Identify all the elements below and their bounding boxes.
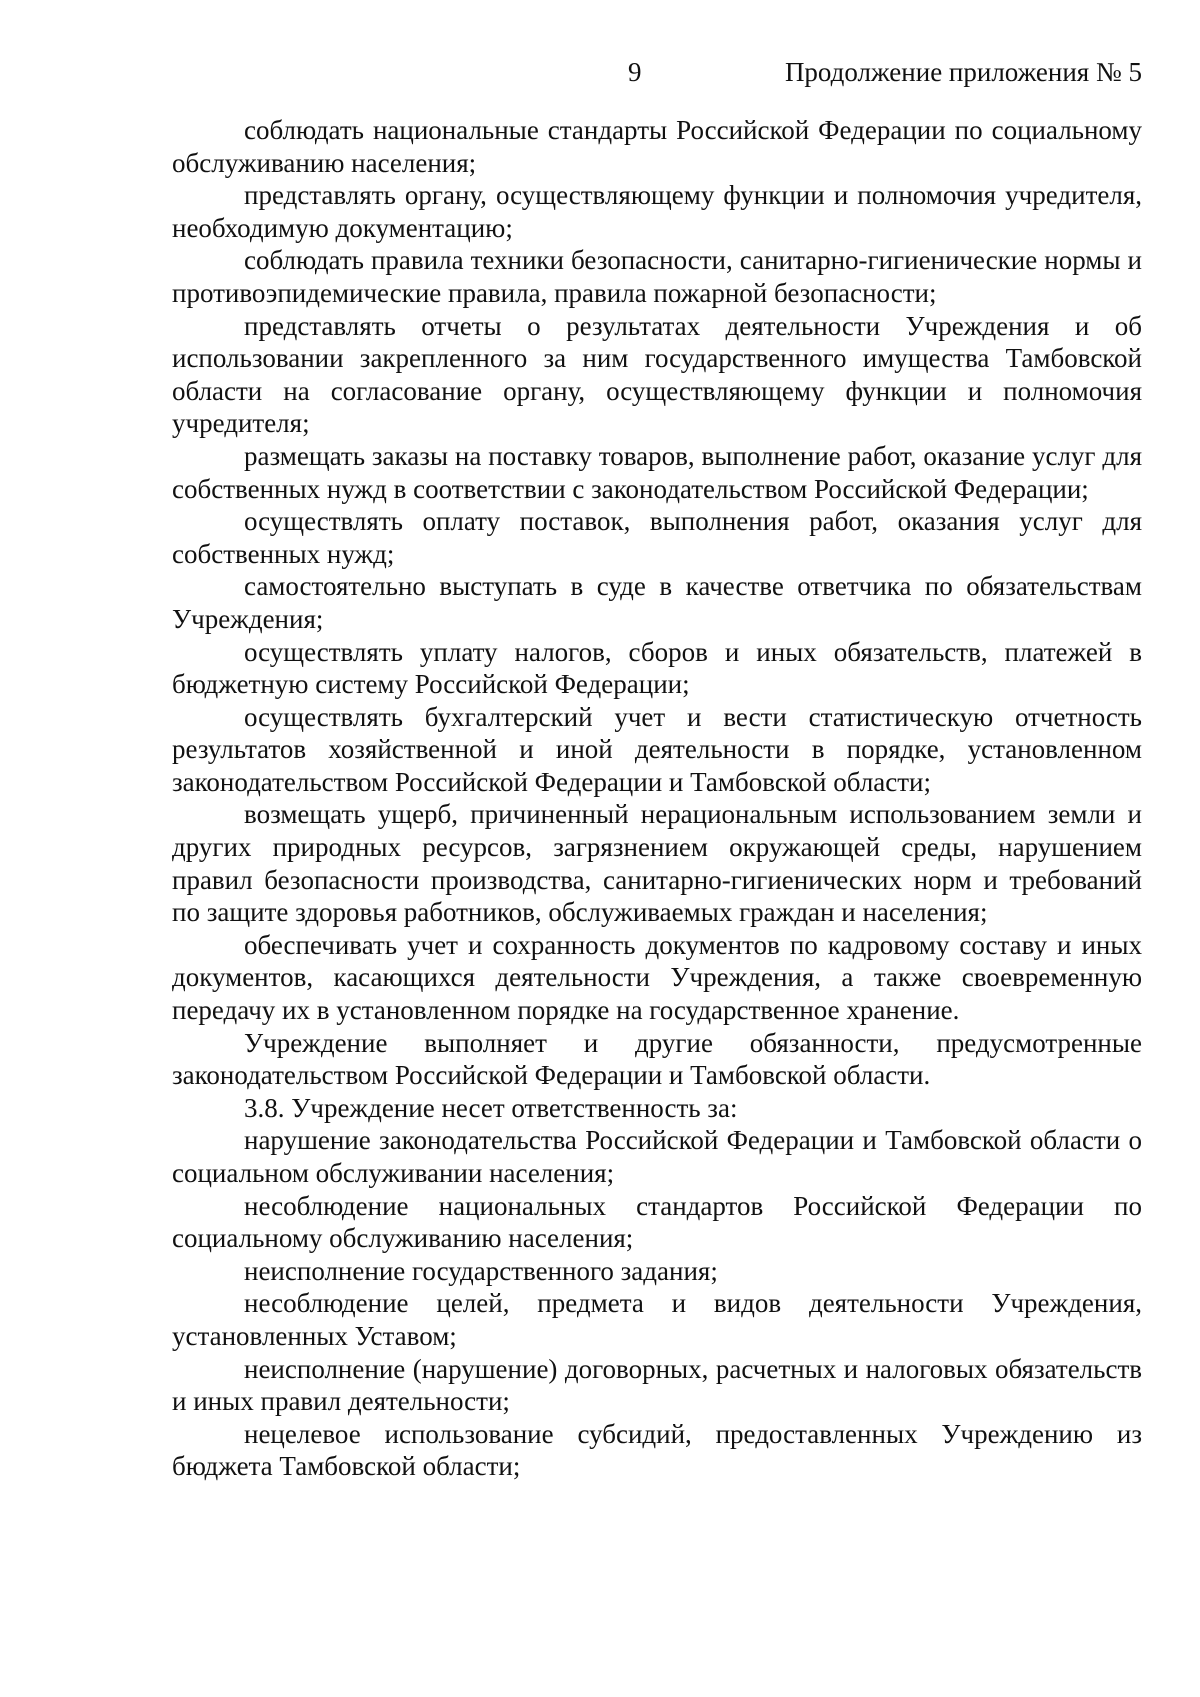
paragraph: соблюдать правила техники безопасности, санитарно-гигиенические нормы и противоэпидемические правила, правила пожарной безопасности; — [172, 245, 1142, 308]
paragraph: нецелевое использование субсидий, предоставленных Учреждению из бюджета Тамбовской области; — [172, 1418, 1142, 1482]
paragraph: размещать заказы на поставку товаров, выполнение работ, оказание услуг для собственных нужд в соответствии с законодательством Российской Федерации; — [172, 440, 1142, 504]
paragraph: обеспечивать учет и сохранность документов по кадровому составу и иных документов, касающихся деятельности Учреждения, а также своевременную передачу их в установленном порядке на государственное хранение. — [172, 929, 1142, 1026]
paragraph: осуществлять уплату налогов, сборов и иных обязательств, платежей в бюджетную систему Российской Федерации; — [172, 636, 1142, 700]
paragraph: представлять органу, осуществляющему функции и полномочия учредителя, необходимую документацию; — [172, 180, 1142, 243]
section-heading: 3.8. Учреждение несет ответственность за: — [244, 1092, 738, 1123]
paragraph: неисполнение государственного задания; — [244, 1255, 718, 1286]
paragraph: осуществлять оплату поставок, выполнения работ, оказания услуг для собственных нужд; — [172, 506, 1142, 569]
paragraph: Учреждение выполняет и другие обязанности, предусмотренные законодательством Российской Федерации и Тамбовской области. — [172, 1027, 1142, 1091]
page-number: 9 — [628, 57, 642, 87]
appendix-label: Продолжение приложения № 5 — [784, 57, 1142, 87]
document-body — [172, 114, 1142, 1483]
page-header — [0, 52, 1200, 92]
paragraph: соблюдать национальные стандарты Российской Федерации по социальному обслуживанию населения; — [172, 115, 1142, 178]
paragraph: представлять отчеты о результатах деятельности Учреждения и об использовании закрепленного за ним государственного имущества Тамбовской области на согласование органу, осуществляющему функции и полномочия учредителя; — [172, 310, 1142, 439]
paragraph: неисполнение (нарушение) договорных, расчетных и налоговых обязательств и иных правил деятельности; — [172, 1353, 1142, 1417]
paragraph: самостоятельно выступать в суде в качестве ответчика по обязательствам Учреждения; — [172, 571, 1142, 634]
paragraph: нарушение законодательства Российской Федерации и Тамбовской области о социальном обслуживании населения; — [172, 1125, 1142, 1188]
paragraph: несоблюдение целей, предмета и видов деятельности Учреждения, установленных Уставом; — [172, 1288, 1142, 1351]
paragraph: осуществлять бухгалтерский учет и вести статистическую отчетность результатов хозяйственной и иной деятельности в порядке, установленном законодательством Российской Федерации и Тамбовской области; — [172, 701, 1142, 797]
paragraph: несоблюдение национальных стандартов Российской Федерации по социальному обслуживанию населения; — [172, 1190, 1142, 1254]
paragraph: возмещать ущерб, причиненный нерациональным использованием земли и других природных ресурсов, загрязнением окружающей среды, нарушением правил безопасности производства, санитарно-гигиенических норм и требований по защите здоровья работников, обслуживаемых граждан и населения; — [172, 799, 1142, 928]
